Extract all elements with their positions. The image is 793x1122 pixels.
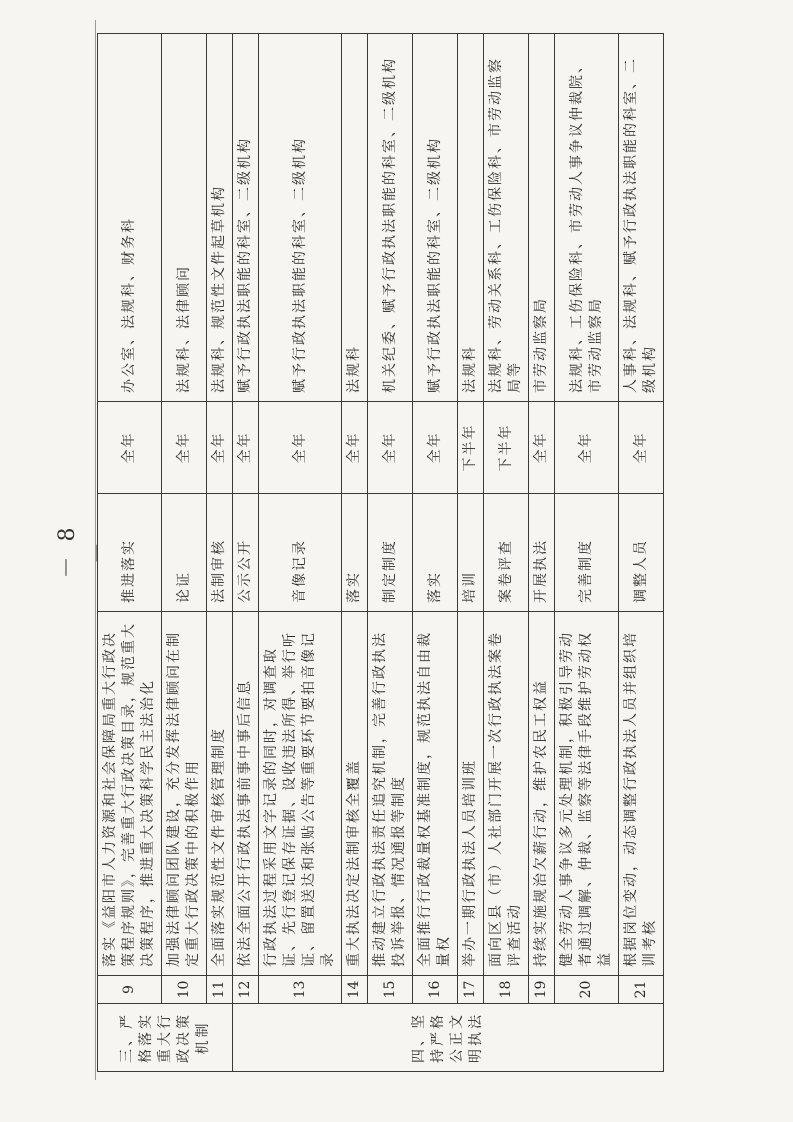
dept-cell: 人事科、法规科、赋予行政执法职能的科室、二级机构 (619, 34, 664, 402)
row-number: 9 (98, 976, 162, 1004)
row-number: 14 (342, 976, 368, 1004)
measure-cell: 完善制度 (555, 494, 619, 612)
dept-cell: 法规科 (342, 34, 368, 402)
table-row (555, 34, 619, 1072)
task-cell: 举办一期行政执法人员培训班 (458, 612, 484, 976)
dept-cell: 赋予行政执法职能的科室、二级机构 (413, 34, 458, 402)
row-number: 12 (233, 976, 259, 1004)
task-cell: 持续实施规治欠薪行动，维护农民工权益 (529, 612, 555, 976)
dept-cell: 市劳动监察局 (529, 34, 555, 402)
table-row (207, 34, 233, 1072)
task-cell: 根据岗位变动，动态调整行政执法人员并组织培训考核 (619, 612, 664, 976)
table-row (413, 34, 458, 1072)
task-cell: 重大执法决定法制审核全覆盖 (342, 612, 368, 976)
table-row (619, 34, 664, 1072)
task-cell: 推动建立行政执法责任追究机制，完善行政执法投诉举报、情况通报等制度 (368, 612, 413, 976)
category-cell: 三、严格落实重大行政决策机制 (98, 1004, 233, 1072)
page-number: － 8 － (55, 523, 111, 579)
row-number: 21 (619, 976, 664, 1004)
row-number: 18 (484, 976, 529, 1004)
row-number: 20 (555, 976, 619, 1004)
measure-cell: 推进落实 (98, 494, 162, 612)
time-cell: 全年 (162, 402, 207, 494)
task-table (97, 33, 664, 1072)
time-cell: 全年 (342, 402, 368, 494)
time-cell: 全年 (368, 402, 413, 494)
table-row (342, 34, 368, 1072)
dept-cell: 办公室、法规科、财务科 (98, 34, 162, 402)
time-cell: 全年 (207, 402, 233, 494)
row-number: 13 (259, 976, 342, 1004)
row-number: 15 (368, 976, 413, 1004)
dept-cell: 法规科、法律顾问 (162, 34, 207, 402)
time-cell: 全年 (98, 402, 162, 494)
measure-cell: 音像记录 (259, 494, 342, 612)
measure-cell: 案卷评查 (484, 494, 529, 612)
table-row (162, 34, 207, 1072)
measure-cell: 落实 (342, 494, 368, 612)
time-cell: 下半年 (484, 402, 529, 494)
category-cell: 四、坚持严格公正文明执法 (233, 1004, 664, 1072)
measure-cell: 公示公开 (233, 494, 259, 612)
dept-cell: 赋予行政执法职能的科室、二级机构 (233, 34, 259, 402)
time-cell: 全年 (529, 402, 555, 494)
time-cell: 下半年 (458, 402, 484, 494)
table-row (368, 34, 413, 1072)
rotated-table-wrapper (97, 34, 657, 1072)
task-cell: 行政执法过程采用文字记录的同时，对调查取证、先行登记保存证据、设收违法所得、举行听证、留置送达和张贴公告等重要环节要拍音像记录 (259, 612, 342, 976)
task-cell: 健全劳动人事争议多元处理机制，积极引导劳动者通过调解、仲裁、监察等法律手段维护劳动权益 (555, 612, 619, 976)
table-row (484, 34, 529, 1072)
task-cell: 加强法律顾问团队建设，充分发挥法律顾问在制定重大行政决策中的积极作用 (162, 612, 207, 976)
dept-cell: 赋予行政执法职能的科室、二级机构 (259, 34, 342, 402)
measure-cell: 法制审核 (207, 494, 233, 612)
row-number: 16 (413, 976, 458, 1004)
dept-cell: 机关纪委、赋予行政执法职能的科室、二级机构 (368, 34, 413, 402)
task-cell: 全面落实规范性文件审核管理制度 (207, 612, 233, 976)
task-cell: 面向区县（市）人社部门开展一次行政执法案卷评查活动 (484, 612, 529, 976)
task-cell: 依法全面公开行政执法事前事中事后信息 (233, 612, 259, 976)
table-row (259, 34, 342, 1072)
task-cell: 全面推行行政裁量权基准制度，规范执法自由裁量权 (413, 612, 458, 976)
table-row (458, 34, 484, 1072)
row-number: 19 (529, 976, 555, 1004)
row-number: 11 (207, 976, 233, 1004)
table-row (529, 34, 555, 1072)
dept-cell: 法规科、规范性文件起草机构 (207, 34, 233, 402)
dept-cell: 法规科、劳动关系科、工伤保险科、市劳动监察局等 (484, 34, 529, 402)
measure-cell: 培训 (458, 494, 484, 612)
time-cell: 全年 (259, 402, 342, 494)
row-number: 10 (162, 976, 207, 1004)
measure-cell: 落实 (413, 494, 458, 612)
dept-cell: 法规科、工伤保险科、市劳动人事争议仲裁院、市劳动监察局 (555, 34, 619, 402)
time-cell: 全年 (619, 402, 664, 494)
measure-cell: 论证 (162, 494, 207, 612)
table-row (233, 34, 259, 1072)
task-cell: 落实《益阳市人力资源和社会保障局重大行政决策程序规则》，完善重大行政决策目录，规范重大决策程序，推进重大决策科学民主法治化 (98, 612, 162, 976)
measure-cell: 开展执法 (529, 494, 555, 612)
time-cell: 全年 (233, 402, 259, 494)
measure-cell: 调整人员 (619, 494, 664, 612)
measure-cell: 制定制度 (368, 494, 413, 612)
dept-cell: 法规科 (458, 34, 484, 402)
time-cell: 全年 (555, 402, 619, 494)
time-cell: 全年 (413, 402, 458, 494)
row-number: 17 (458, 976, 484, 1004)
